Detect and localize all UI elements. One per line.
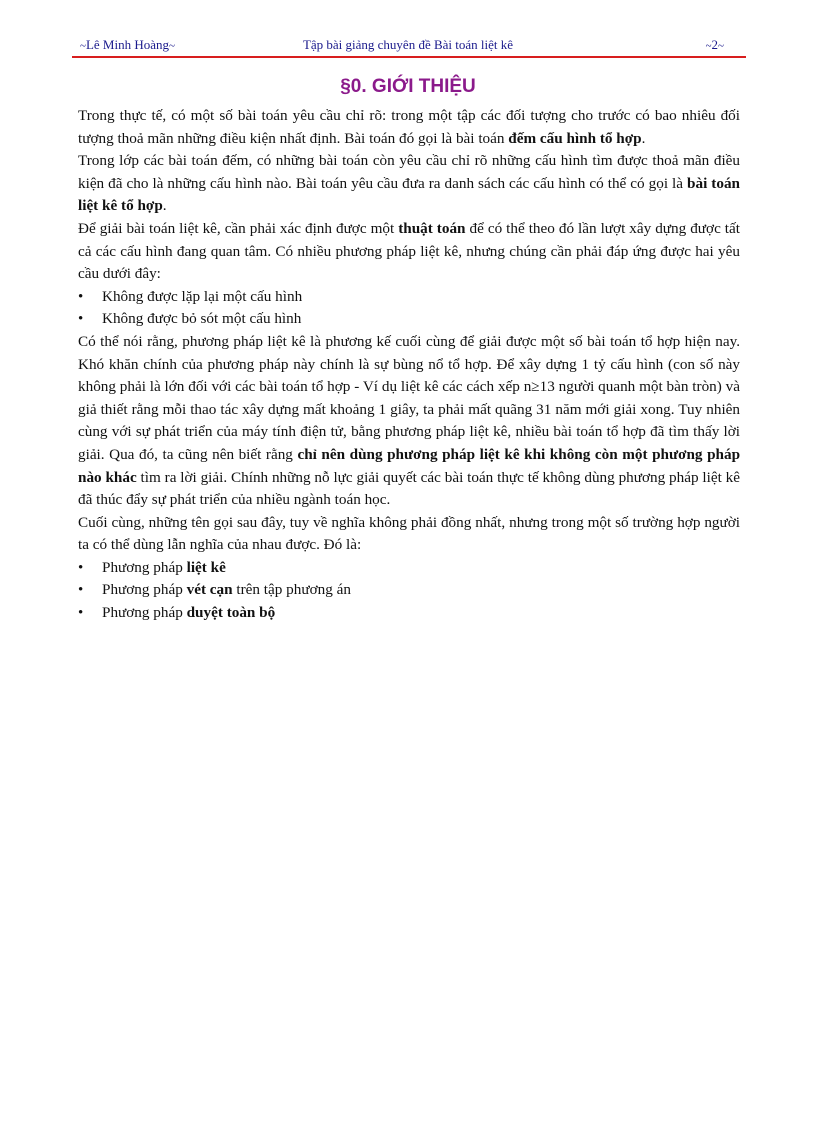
page-number: 2 (711, 37, 719, 52)
paragraph-5 (78, 512, 740, 557)
ornament-icon: ~ (169, 40, 175, 52)
paragraph-emphasis: bài toán liệt kê tổ hợp (78, 174, 740, 215)
paragraph-3 (78, 218, 740, 286)
paragraph-emphasis: thuật toán (398, 219, 466, 237)
ornament-icon: ~ (80, 40, 86, 52)
paragraph-1 (78, 105, 740, 150)
header-rule (72, 56, 746, 58)
list-item (78, 602, 740, 625)
list-item-emphasis: vét cạn (186, 581, 233, 599)
ornament-icon: ~ (705, 40, 712, 52)
list-item (78, 579, 740, 602)
list-item-prefix: Phương pháp (102, 581, 187, 599)
paragraph-text: Trong lớp các bài toán đếm, có những bài toán còn yêu cầu chỉ rõ những cấu hình tìm được thoả mãn điều kiện đã cho là những cấu hình nào. Bài toán yêu cầu đưa ra danh sách các cấu hình có thể có gọi là (78, 152, 740, 192)
ornament-icon: ~ (718, 40, 724, 52)
paragraph-end: tìm ra lời giải. Chính những nỗ lực giải quyết các bài toán thực tế không dùng phương pháp liệt kê đã thúc đẩy sự phát triển của nhiều ngành toán học. (78, 468, 740, 509)
paragraph-text: Trong thực tế, có một số bài toán yêu cầu chỉ rõ: trong một tập các đối tượng cho trước có bao nhiêu đối tượng thoả mãn những điều kiện nhất định. Bài toán đó gọi là bài toán (78, 107, 740, 147)
paragraph-text: Để giải bài toán liệt kê, cần phải xác định được một (78, 219, 399, 237)
list-item-emphasis: duyệt toàn bộ (186, 604, 276, 622)
paragraph-emphasis: chỉ nên dùng phương pháp liệt kê khi không còn một phương pháp nào khác (78, 445, 741, 486)
paragraph-text: Cuối cùng, những tên gọi sau đây, tuy về nghĩa không phải đồng nhất, nhưng trong một số trường hợp người ta có thể dùng lẫn nghĩa của nhau được. Đó là: (78, 513, 740, 554)
paragraph-end: . (641, 129, 646, 147)
requirements-list (78, 286, 740, 331)
paragraph-end: . (162, 197, 167, 215)
paragraph-text: Có thể nói rằng, phương pháp liệt kê là phương kế cuối cùng để giải được một số bài toán tổ hợp hiện nay. Khó khăn chính của phương pháp này chính là sự bùng nổ tổ hợp. Để xây dựng 1 tỷ cấu hình (con số này không phải là lớn đối với các bài toán tổ hợp - Ví dụ liệt kê các cách xếp n≥13 người quanh một bàn tròn) và giả thiết rằng mỗi thao tác xây dựng mất khoảng 1 giây, ta phải mất quãng 31 năm mới giải xong. Tuy nhiên cùng với sự phát triển của máy tính điện tử, bằng phương pháp liệt kê, nhiều bài toán tổ hợp đã tìm thấy lời giải. Qua đó, ta cũng nên biết rằng (78, 332, 740, 463)
list-item: • Không được lặp lại một cấu hình (78, 286, 740, 309)
list-item (78, 557, 740, 580)
page-header (72, 37, 744, 55)
list-item: • Không được bỏ sót một cấu hình (78, 308, 740, 331)
header-author-name: Lê Minh Hoàng (85, 37, 169, 52)
paragraph-end: để có thể theo đó lần lượt xây dựng được tất cả các cấu hình đang quan tâm. Có nhiều phương pháp liệt kê, nhưng chúng cần phải đáp ứng được hai yêu cầu dưới đây: (78, 219, 740, 283)
list-item-prefix: Phương pháp (102, 558, 187, 576)
method-names-list (78, 557, 740, 625)
paragraph-2 (78, 150, 740, 218)
list-item-prefix: Phương pháp (102, 604, 187, 622)
paragraph-4 (78, 331, 740, 512)
header-book-title: Tập bài giảng chuyên đề Bài toán liệt kê (302, 37, 514, 52)
list-item-emphasis: liệt kê (186, 558, 226, 576)
header-page-number (706, 37, 724, 53)
paragraph-emphasis: đếm cấu hình tổ hợp (508, 129, 642, 147)
document-body (78, 105, 740, 625)
list-item-suffix: trên tập phương án (232, 581, 351, 599)
section-title: §0. GIỚI THIỆU (340, 76, 476, 97)
